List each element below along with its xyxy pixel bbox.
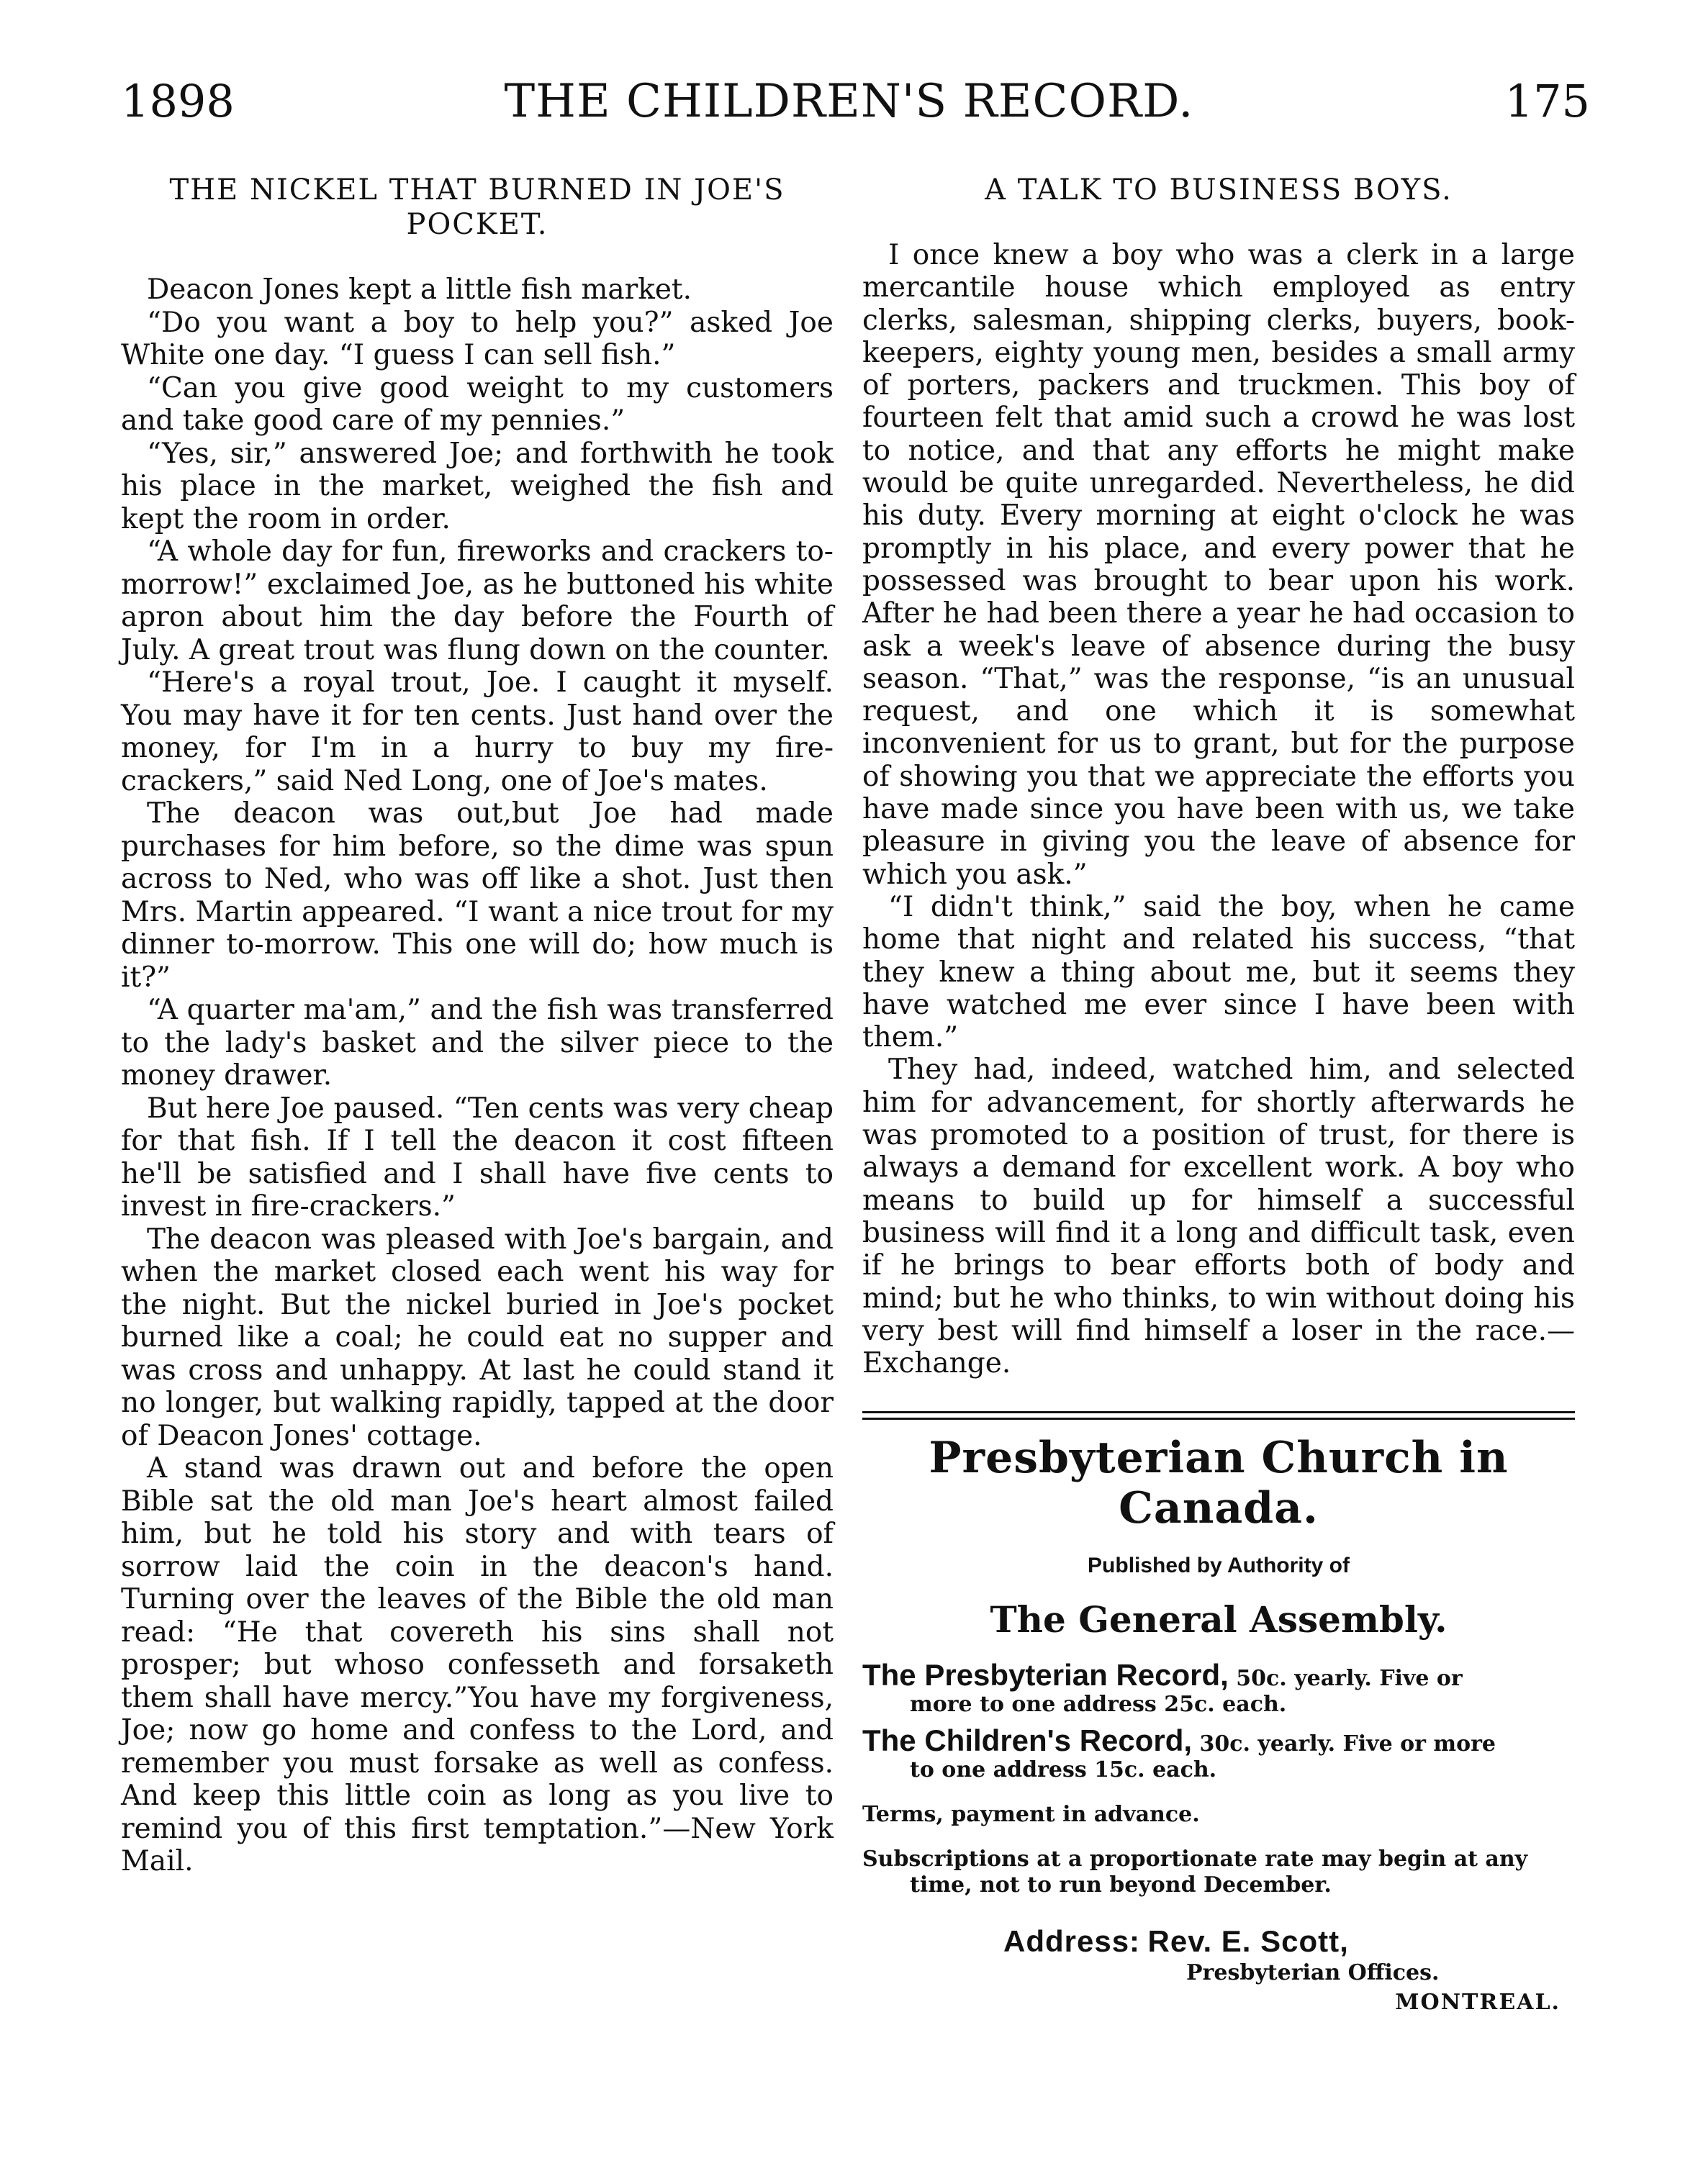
left-column	[121, 173, 834, 1878]
left-paragraph: Deacon Jones kept a little fish market.	[147, 273, 692, 306]
left-paragraph: “A whole day for fun, fireworks and crackers to-morrow!” exclaimed Joe, as he buttoned his white apron about him the day before the Fourth of July. A great trout was flung down on the counter.	[121, 535, 834, 666]
subscriptions-text	[862, 1847, 1575, 1898]
divider-rule	[862, 1411, 1575, 1413]
divider-rule	[862, 1418, 1575, 1420]
left-paragraph: “Do you want a boy to help you?” asked Joe White one day. “I guess I can sell fish.”	[121, 306, 834, 371]
left-paragraph: But here Joe paused. “Ten cents was very cheap for that fish. If I tell the deacon it cost fifteen he'll be satisfied and I shall have five cents to invest in fire-crackers.”	[121, 1092, 834, 1223]
publication-price: 30c. yearly. Five or more	[1199, 1731, 1496, 1757]
notice-subtitle: Published by Authority of	[1088, 1554, 1350, 1578]
publication-price-continued: to one address 15c. each.	[910, 1757, 1217, 1783]
address-office: Presbyterian Offices.	[1186, 1960, 1440, 1986]
left-article-title: THE NICKEL THAT BURNED IN JOE'S POCKET.	[169, 173, 785, 241]
notice-title: Presbyterian Church in Canada.	[929, 1433, 1509, 1534]
publication-price: 50c. yearly. Five or	[1236, 1666, 1463, 1692]
publication-notice	[862, 1433, 1575, 2015]
page-number: 175	[1504, 75, 1590, 127]
address-city: MONTREAL.	[1395, 1990, 1561, 2016]
publication-item	[862, 1658, 1575, 1718]
address-label: Address:	[1003, 1924, 1141, 1959]
address-block	[862, 1924, 1575, 2015]
right-article-title: A TALK TO BUSINESS BOYS.	[985, 173, 1453, 207]
running-title: THE CHILDREN'S RECORD.	[504, 75, 1194, 128]
right-paragraph: They had, indeed, watched him, and selected him for advancement, for shortly afterwards he was promoted to a position of trust, for there is always a demand for excellent work. A boy who means to build up for himself a successful business will find it a long and difficult task, even if he brings to bear efforts both of body and mind; but he who thinks, to win without doing his very best will find himself a loser in the race.—Exchange.	[862, 1054, 1575, 1380]
subscriptions-line: Subscriptions at a proportionate rate may begin at any	[862, 1847, 1528, 1872]
address-name: Rev. E. Scott,	[1147, 1924, 1349, 1959]
right-column	[862, 173, 1575, 2015]
left-paragraph: The deacon was pleased with Joe's bargain, and when the market closed each went his way for the night. But the nickel buried in Joe's pocket burned like a coal; he could eat no supper and was cross and unhappy. At last he could stand it no longer, but walking rapidly, tapped at the door of Deacon Jones' cottage.	[121, 1223, 834, 1452]
left-paragraph: “A quarter ma'am,” and the fish was transferred to the lady's basket and the silver piece to the money drawer.	[121, 994, 834, 1092]
left-paragraph: A stand was drawn out and before the open Bible sat the old man Joe's heart almost failed him, but he told his story and with tears of sorrow laid the coin in the deacon's hand. Turning over the leaves of the Bible the old man read: “He that covereth his sins shall not prosper; but whoso confesseth and forsaketh them shall have mercy.”You have my forgiveness, Joe; now go home and confess to the Lord, and remember you must forsake as well as confess. And keep this little coin as long as you live to remind you of this first temptation.”—New York Mail.	[121, 1452, 834, 1877]
subscriptions-line: time, not to run beyond December.	[910, 1872, 1332, 1898]
publication-item	[862, 1723, 1575, 1783]
right-paragraph: I once knew a boy who was a clerk in a large mercantile house which employed as entry clerks, salesman, shipping clerks, buyers, book-keepers, eighty young men, besides a small army of porters, packers and truckmen. This boy of fourteen felt that amid such a crowd he was lost to notice, and that any efforts he might make would be quite unregarded. Nevertheless, he did his duty. Every morning at eight o'clock he was promptly in his place, and every power that he possessed was brought to bear upon his work. After he had been there a year he had occasion to ask a week's leave of absence during the busy season. “That,” was the response, “is an unusual request, and one which it is somewhat inconvenient for us to grant, but for the purpose of showing you that we appreciate the efforts you have made since you have been with us, we take pleasure in giving you the leave of absence for which you ask.”	[862, 239, 1575, 891]
left-paragraph: “Here's a royal trout, Joe. I caught it myself. You may have it for ten cents. Just hand over the money, for I'm in a hurry to buy my fire-crackers,” said Ned Long, one of Joe's mates.	[121, 666, 834, 797]
publication-price-continued: more to one address 25c. each.	[910, 1692, 1287, 1718]
publication-name: The Presbyterian Record,	[862, 1658, 1229, 1693]
right-paragraph: “I didn't think,” said the boy, when he came home that night and related his success, “that they knew a thing about me, but it seems they have watched me ever since I have been with them.”	[862, 890, 1575, 1054]
notice-assembly: The General Assembly.	[990, 1598, 1448, 1641]
left-paragraph: “Can you give good weight to my customers and take good care of my pennies.”	[121, 371, 834, 437]
terms-text: Terms, payment in advance.	[862, 1802, 1200, 1828]
year: 1898	[121, 75, 235, 127]
left-paragraph: The deacon was out,but Joe had made purchases for him before, so the dime was spun across to Ned, who was off like a shot. Just then Mrs. Martin appeared. “I want a nice trout for my dinner to-morrow. This one will do; how much is it?”	[121, 797, 834, 994]
left-paragraph: “Yes, sir,” answered Joe; and forthwith he took his place in the market, weighed the fish and kept the room in order.	[121, 437, 834, 535]
publication-name: The Children's Record,	[862, 1723, 1193, 1758]
